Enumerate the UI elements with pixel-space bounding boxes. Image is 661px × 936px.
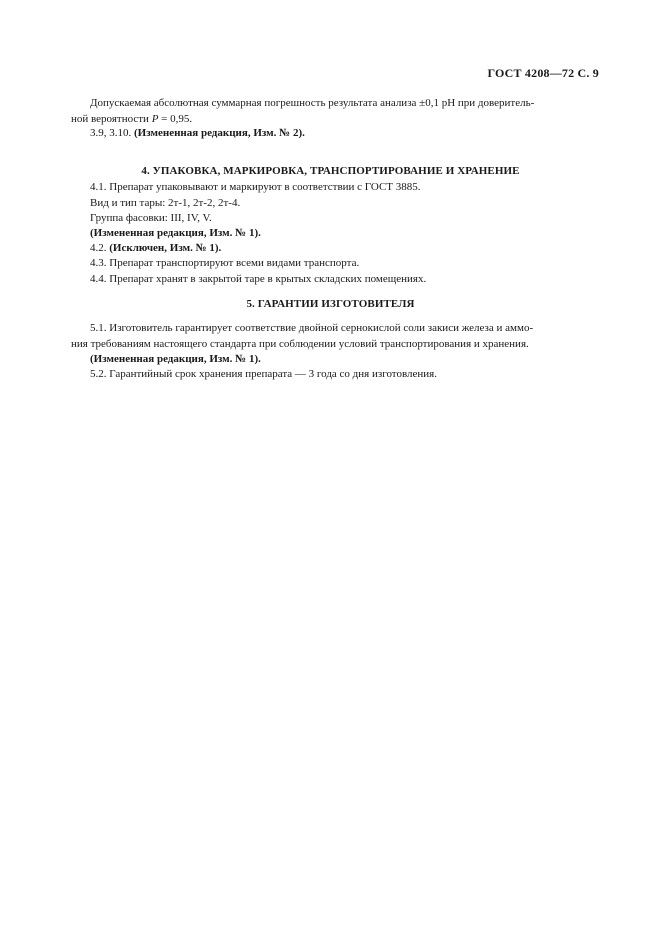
clause-4-4: 4.4. Препарат хранят в закрытой таре в крытых складских помещениях. <box>90 273 427 285</box>
clause-4-3: 4.3. Препарат транспортируют всеми видами транспорта. <box>90 257 360 269</box>
paragraph-accuracy-line-2 <box>71 112 192 126</box>
section-4-heading: 4. УПАКОВКА, МАРКИРОВКА, ТРАНСПОРТИРОВАНИЕ И ХРАНЕНИЕ <box>141 165 520 177</box>
paragraph-edition-note-2 <box>90 126 305 140</box>
accuracy-line-2-suffix: = 0,95. <box>158 113 193 125</box>
clause-4-1: 4.1. Препарат упаковывают и маркируют в соответствии с ГОСТ 3885. <box>90 181 421 193</box>
clause-4-2 <box>90 241 221 255</box>
section-5-heading: 5. ГАРАНТИИ ИЗГОТОВИТЕЛЯ <box>246 298 415 310</box>
clause-4-2-number: 4.2. <box>90 242 110 254</box>
container-type: Вид и тип тары: 2т-1, 2т-2, 2т-4. <box>90 197 241 209</box>
excluded-note: (Исключен, Изм. № 1). <box>109 242 222 254</box>
probability-variable: P <box>151 113 159 125</box>
edition-note-2: (Измененная редакция, Изм. № 2). <box>134 127 305 139</box>
clause-5-2: 5.2. Гарантийный срок хранения препарата — 3 года со дня изготовления. <box>90 368 437 380</box>
edition-note-1a: (Измененная редакция, Изм. № 1). <box>90 227 261 239</box>
accuracy-line-2-prefix: ной вероятности <box>71 113 152 125</box>
paragraph-accuracy <box>90 96 600 110</box>
clause-5-1-line-1: 5.1. Изготовитель гарантирует соответствие двойной сернокислой соли закиси железа и аммо- <box>90 322 534 334</box>
packing-group: Группа фасовки: III, IV, V. <box>90 212 212 224</box>
clause-5-1-line-2: ния требованиям настоящего стандарта при соблюдении условий транспортирования и хранения. <box>71 338 529 350</box>
page-header: ГОСТ 4208—72 С. 9 <box>487 66 599 80</box>
paragraph-accuracy-line-1: Допускаемая абсолютная суммарная погрешность результата анализа ±0,1 рН при доверитель- <box>90 97 535 109</box>
edition-note-1b: (Измененная редакция, Изм. № 1). <box>90 353 261 365</box>
clause-3-9-3-10: 3.9, 3.10. <box>90 127 134 139</box>
